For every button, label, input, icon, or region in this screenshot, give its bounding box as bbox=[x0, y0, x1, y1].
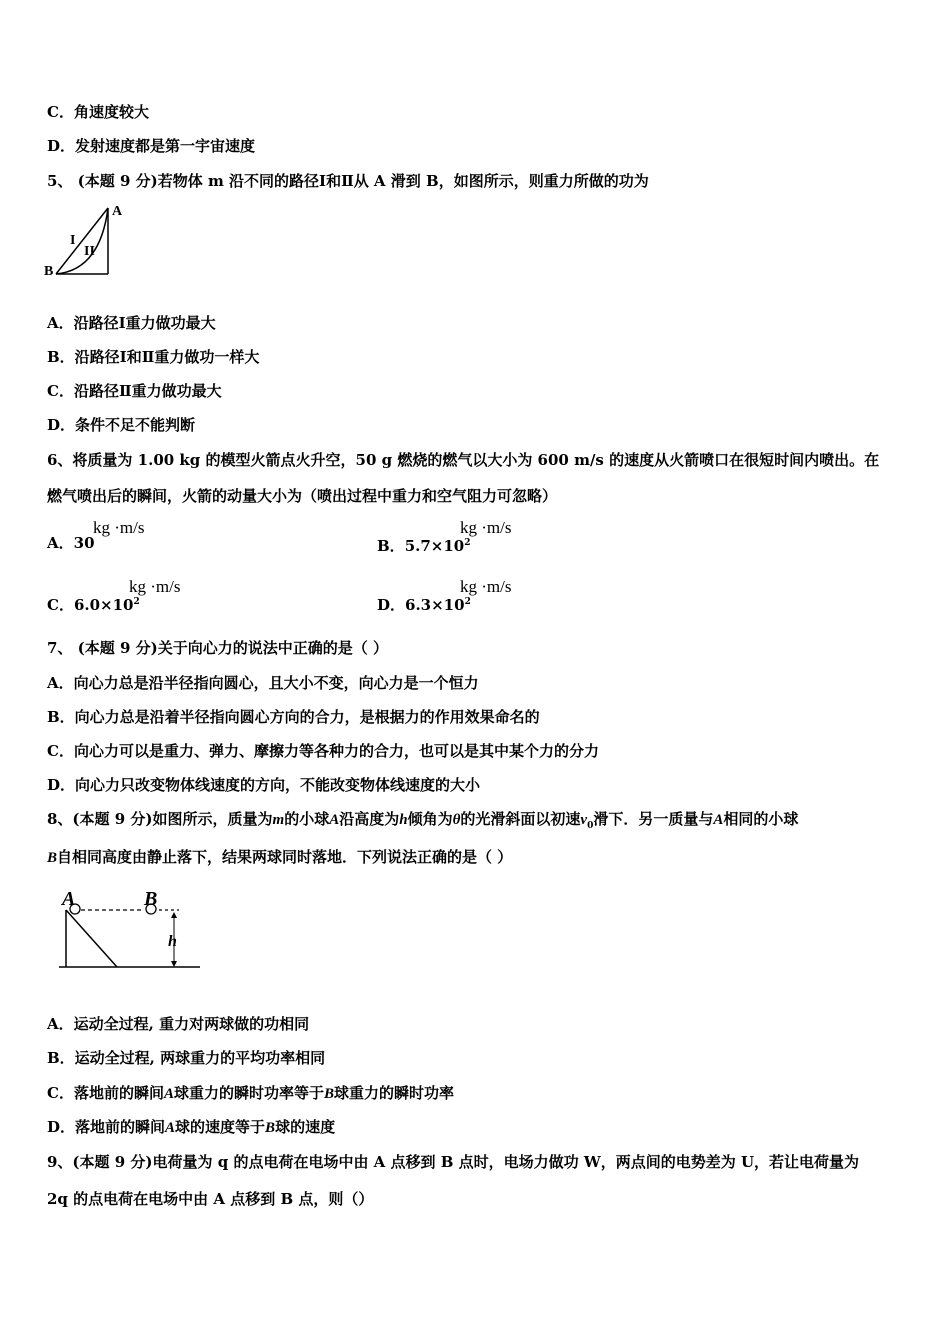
q8-incline-figure bbox=[55, 888, 205, 972]
q5-label-b: B bbox=[44, 264, 54, 279]
q8-option-d-var-a: A bbox=[165, 1120, 176, 1136]
q4-option-d: D．发射速度都是第一宇宙速度 bbox=[47, 137, 256, 155]
q8-stem-line2 bbox=[47, 847, 512, 868]
q6-option-b-mantissa: 5.7×10 bbox=[404, 537, 465, 555]
q8-option-b: B．运动全过程, 两球重力的平均功率相同 bbox=[47, 1049, 326, 1067]
q8-var-theta: θ bbox=[452, 812, 461, 828]
q6-option-a-value: 30 bbox=[73, 534, 95, 552]
q6-option-c-mantissa: 6.0×10 bbox=[73, 596, 134, 614]
q6-option-c-unit: kg ·m/s bbox=[129, 577, 181, 596]
q8-option-a: A．运动全过程, 重力对两球做的功相同 bbox=[47, 1015, 310, 1033]
q8-var-a-2: A bbox=[713, 812, 724, 828]
q4-option-c: C．角速度较大 bbox=[47, 103, 149, 121]
q6-option-d-exp: 2 bbox=[464, 597, 471, 607]
q7-option-c: C．向心力可以是重力、弹力、摩擦力等各种力的合力，也可以是其中某个力的分力 bbox=[47, 742, 599, 760]
q6-option-b-label: B． bbox=[377, 537, 405, 555]
q5-label-path-2: II bbox=[84, 244, 95, 259]
q8-var-h: h bbox=[399, 812, 408, 828]
q5-stem: 5、 (本题 9 分)若物体 m 沿不同的路径Ⅰ和Ⅱ从 A 滑到 B，如图所示，则重力所做的功为 bbox=[47, 172, 649, 190]
q5-label-path-1: I bbox=[70, 233, 76, 248]
q7-option-a: A．向心力总是沿半径指向圆心，且大小不变，向心力是一个恒力 bbox=[47, 674, 479, 692]
q8-option-d bbox=[47, 1117, 335, 1138]
q6-option-b bbox=[377, 533, 471, 556]
q8-var-a: A bbox=[329, 812, 340, 828]
q8-var-v-sub: 0 bbox=[587, 821, 594, 831]
q5-option-b: B．沿路径Ⅰ和Ⅱ重力做功一样大 bbox=[47, 348, 260, 366]
q8-stem-part2: 的小球 bbox=[284, 810, 330, 828]
q6-option-c-label: C． bbox=[47, 596, 74, 614]
q6-option-b-unit: kg ·m/s bbox=[460, 518, 512, 537]
q9-stem-line1: 9、(本题 9 分)电荷量为 q 的点电荷在电场中由 A 点移到 B 点时，电场力做功 W，两点间的电势差为 U，若让电荷量为 bbox=[47, 1153, 860, 1171]
q8-option-c bbox=[47, 1083, 454, 1104]
q8-option-d-part1: D．落地前的瞬间 bbox=[47, 1118, 166, 1136]
q8-stem-line2-rest: 自相同高度由静止落下，结果两球同时落地．下列说法正确的是（ ） bbox=[57, 848, 513, 866]
q8-stem-part6: 滑下．另一质量与 bbox=[593, 810, 714, 828]
q5-path-figure bbox=[40, 200, 140, 282]
q8-option-d-var-b: B bbox=[265, 1120, 276, 1136]
q6-option-a-unit: kg ·m/s bbox=[93, 518, 145, 537]
q8-option-d-part3: 球的速度 bbox=[275, 1118, 336, 1136]
q8-var-b: B bbox=[47, 850, 58, 866]
q7-option-d: D．向心力只改变物体线速度的方向，不能改变物体线速度的大小 bbox=[47, 776, 481, 794]
q6-option-c-exp: 2 bbox=[133, 597, 140, 607]
q8-option-c-part3: 球重力的瞬时功率 bbox=[334, 1084, 455, 1102]
q6-option-d bbox=[377, 592, 471, 615]
q8-figure-label-b: B bbox=[144, 888, 158, 910]
q8-figure-label-a: A bbox=[62, 888, 76, 910]
q8-option-c-part1: C．落地前的瞬间 bbox=[47, 1084, 164, 1102]
q6-option-d-unit: kg ·m/s bbox=[460, 577, 512, 596]
q8-option-d-part2: 球的速度等于 bbox=[175, 1118, 266, 1136]
q6-option-d-label: D． bbox=[377, 596, 406, 614]
q6-option-a bbox=[47, 533, 95, 553]
q5-option-d: D．条件不足不能判断 bbox=[47, 416, 196, 434]
q8-stem-part4: 倾角为 bbox=[407, 810, 453, 828]
q8-stem-part7: 相同的小球 bbox=[723, 810, 799, 828]
q8-stem-line1 bbox=[47, 809, 798, 836]
q8-stem-part5: 的光滑斜面以初速 bbox=[460, 810, 581, 828]
q6-option-d-mantissa: 6.3×10 bbox=[405, 596, 465, 614]
q8-var-m: m bbox=[272, 812, 285, 828]
q8-stem-part1: 8、(本题 9 分)如图所示，质量为 bbox=[47, 810, 273, 828]
q6-stem-line2: 燃气喷出后的瞬间，火箭的动量大小为（喷出过程中重力和空气阻力可忽略） bbox=[47, 487, 558, 505]
q6-option-b-exp: 2 bbox=[464, 538, 471, 548]
q8-option-c-var-a: A bbox=[163, 1086, 174, 1102]
q6-option-a-label: A． bbox=[47, 534, 74, 552]
q5-label-a: A bbox=[112, 204, 123, 219]
q5-option-a: A．沿路径Ⅰ重力做功最大 bbox=[47, 314, 216, 332]
q5-option-c: C．沿路径Ⅱ重力做功最大 bbox=[47, 382, 222, 400]
q7-stem: 7、 (本题 9 分)关于向心力的说法中正确的是（ ） bbox=[47, 639, 388, 657]
q6-stem-line1: 6、将质量为 1.00 kg 的模型火箭点火升空，50 g 燃烧的燃气以大小为 600 m/s 的速度从火箭喷口在很短时间内喷出。在 bbox=[47, 451, 880, 469]
q9-stem-line2: 2q 的点电荷在电场中由 A 点移到 B 点，则（） bbox=[47, 1190, 374, 1208]
q8-figure-label-h: h bbox=[168, 933, 177, 950]
q8-option-c-part2: 球重力的瞬时功率等于 bbox=[173, 1084, 324, 1102]
q6-option-c bbox=[47, 592, 140, 615]
q8-var-v: v bbox=[580, 812, 588, 828]
q7-option-b: B．向心力总是沿着半径指向圆心方向的合力，是根据力的作用效果命名的 bbox=[47, 708, 540, 726]
q8-stem-part3: 沿高度为 bbox=[339, 810, 400, 828]
q8-option-c-var-b: B bbox=[323, 1086, 334, 1102]
